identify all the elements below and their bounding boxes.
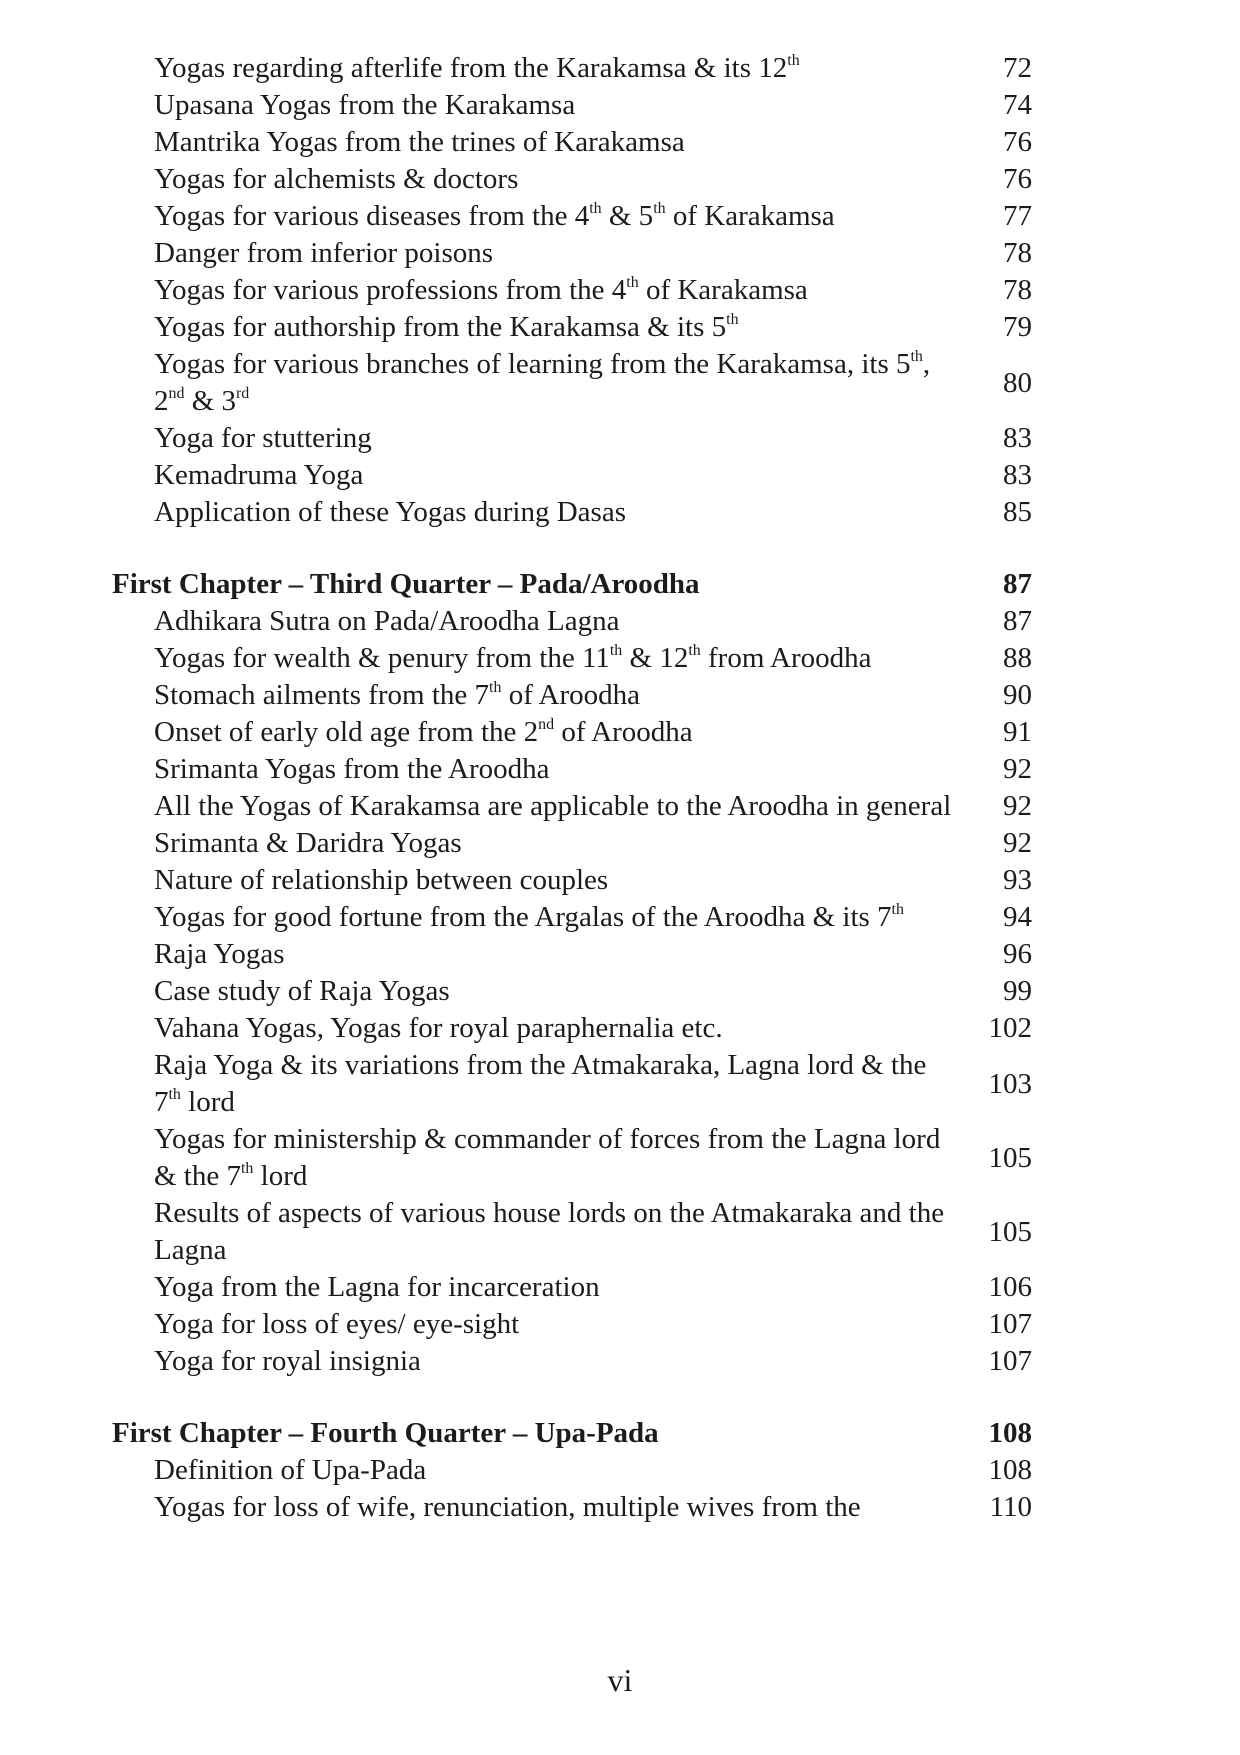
section-heading-title: First Chapter – Third Quarter – Pada/Aroodha bbox=[112, 568, 700, 600]
toc-entry bbox=[112, 1047, 1032, 1121]
toc-entry bbox=[112, 235, 1032, 272]
toc-entry-page: 105 bbox=[988, 1141, 1032, 1174]
toc-entry-title: Adhikara Sutra on Pada/Aroodha Lagna bbox=[154, 605, 620, 637]
toc-entry bbox=[112, 494, 1032, 531]
toc-entry bbox=[112, 161, 1032, 198]
toc-entry-page: 105 bbox=[988, 1215, 1032, 1248]
toc-entry-title: Yogas for alchemists & doctors bbox=[154, 163, 519, 195]
toc-entry-title: Yoga for stuttering bbox=[154, 422, 372, 454]
toc-entry bbox=[112, 87, 1032, 124]
toc-entry-page: 87 bbox=[1003, 605, 1032, 637]
table-of-contents bbox=[112, 50, 1032, 1526]
toc-entry-title: Case study of Raja Yogas bbox=[154, 975, 450, 1007]
toc-entry-title: All the Yogas of Karakamsa are applicable to the Aroodha in general bbox=[154, 790, 952, 822]
toc-entry-title: Yoga for royal insignia bbox=[154, 1345, 421, 1377]
toc-entry bbox=[112, 1195, 1032, 1269]
toc-entry-title: Results of aspects of various house lords on the Atmakaraka and the Lagna bbox=[154, 1197, 945, 1266]
toc-entry bbox=[112, 124, 1032, 161]
toc-entry bbox=[112, 1489, 1032, 1526]
toc-entry-page: 103 bbox=[988, 1067, 1032, 1100]
toc-entry bbox=[112, 973, 1032, 1010]
section-heading-page: 108 bbox=[988, 1417, 1032, 1449]
toc-entry bbox=[112, 420, 1032, 457]
toc-entry-page: 88 bbox=[1003, 642, 1032, 674]
toc-entry-title: Nature of relationship between couples bbox=[154, 864, 609, 896]
toc-entry-page: 93 bbox=[1003, 864, 1032, 896]
toc-entry-page: 110 bbox=[989, 1491, 1032, 1523]
toc-entry-page: 92 bbox=[1003, 790, 1032, 822]
toc-entry-title: Yoga from the Lagna for incarceration bbox=[154, 1271, 600, 1303]
toc-entry-page: 85 bbox=[1003, 496, 1032, 528]
section-heading bbox=[112, 1415, 1032, 1452]
page-number: vi bbox=[607, 1662, 633, 1698]
section-heading-page: 87 bbox=[1003, 568, 1032, 600]
toc-entry-page: 76 bbox=[1003, 126, 1032, 158]
toc-entry-page: 72 bbox=[1003, 52, 1032, 84]
toc-entry bbox=[112, 936, 1032, 973]
toc-entry-page: 91 bbox=[1003, 716, 1032, 748]
toc-entry-title: Danger from inferior poisons bbox=[154, 237, 494, 269]
toc-entry-page: 107 bbox=[988, 1345, 1032, 1377]
toc-entry-page: 79 bbox=[1003, 311, 1032, 343]
toc-entry bbox=[112, 603, 1032, 640]
toc-entry bbox=[112, 899, 1032, 936]
toc-entry-title: Yoga for loss of eyes/ eye-sight bbox=[154, 1308, 520, 1340]
toc-entry-title: Srimanta Yogas from the Aroodha bbox=[154, 753, 550, 785]
toc-entry-page: 102 bbox=[988, 1012, 1032, 1044]
toc-entry-title: Raja Yoga & its variations from the Atmakaraka, Lagna lord & the 7th lord bbox=[154, 1049, 927, 1118]
toc-entry-title: Yogas for loss of wife, renunciation, multiple wives from the bbox=[154, 1491, 861, 1523]
toc-entry bbox=[112, 272, 1032, 309]
toc-entry-page: 107 bbox=[988, 1308, 1032, 1340]
toc-entry-page: 99 bbox=[1003, 975, 1032, 1007]
toc-entry bbox=[112, 677, 1032, 714]
section-heading bbox=[112, 566, 1032, 603]
toc-entry bbox=[112, 1121, 1032, 1195]
toc-entry-page: 92 bbox=[1003, 753, 1032, 785]
toc-entry bbox=[112, 640, 1032, 677]
toc-entry-page: 96 bbox=[1003, 938, 1032, 970]
toc-entry bbox=[112, 1452, 1032, 1489]
toc-entry-title: Srimanta & Daridra Yogas bbox=[154, 827, 462, 859]
toc-entry-title: Yogas for various branches of learning from the Karakamsa, its 5th, 2nd & 3rd bbox=[154, 348, 931, 417]
toc-entry-title: Yogas regarding afterlife from the Karakamsa & its 12th bbox=[154, 52, 800, 84]
toc-entry bbox=[112, 309, 1032, 346]
toc-entry-title: Definition of Upa-Pada bbox=[154, 1454, 427, 1486]
toc-entry bbox=[112, 862, 1032, 899]
toc-entry-title: Yogas for good fortune from the Argalas of the Aroodha & its 7th bbox=[154, 901, 904, 933]
toc-entry-page: 83 bbox=[1003, 459, 1032, 491]
toc-entry-page: 108 bbox=[988, 1454, 1032, 1486]
toc-entry-page: 80 bbox=[1003, 366, 1032, 399]
toc-entry-title: Yogas for authorship from the Karakamsa & its 5th bbox=[154, 311, 739, 343]
toc-entry-page: 78 bbox=[1003, 237, 1032, 269]
toc-entry-page: 90 bbox=[1003, 679, 1032, 711]
toc-entry-page: 76 bbox=[1003, 163, 1032, 195]
toc-entry-title: Kemadruma Yoga bbox=[154, 459, 364, 491]
toc-entry bbox=[112, 825, 1032, 862]
toc-entry-page: 92 bbox=[1003, 827, 1032, 859]
toc-entry bbox=[112, 788, 1032, 825]
toc-entry-page: 78 bbox=[1003, 274, 1032, 306]
toc-entry bbox=[112, 1269, 1032, 1306]
toc-entry-page: 74 bbox=[1003, 89, 1032, 121]
toc-entry-title: Raja Yogas bbox=[154, 938, 285, 970]
toc-entry-title: Yogas for wealth & penury from the 11th & 12th from Aroodha bbox=[154, 642, 872, 674]
toc-entry-page: 83 bbox=[1003, 422, 1032, 454]
toc-entry bbox=[112, 1306, 1032, 1343]
toc-entry bbox=[112, 50, 1032, 87]
toc-entry-title: Onset of early old age from the 2nd of Aroodha bbox=[154, 716, 693, 748]
toc-entry-title: Vahana Yogas, Yogas for royal paraphernalia etc. bbox=[154, 1012, 723, 1044]
toc-entry-title: Upasana Yogas from the Karakamsa bbox=[154, 89, 576, 121]
toc-entry-title: Yogas for various diseases from the 4th & 5th of Karakamsa bbox=[154, 200, 835, 232]
toc-entry bbox=[112, 198, 1032, 235]
toc-entry-page: 94 bbox=[1003, 901, 1032, 933]
toc-entry-title: Stomach ailments from the 7th of Aroodha bbox=[154, 679, 640, 711]
toc-entry-page: 106 bbox=[988, 1271, 1032, 1303]
section-heading-title: First Chapter – Fourth Quarter – Upa-Pada bbox=[112, 1417, 659, 1449]
toc-entry bbox=[112, 714, 1032, 751]
toc-entry bbox=[112, 1343, 1032, 1380]
toc-entry bbox=[112, 457, 1032, 494]
toc-entry-page: 77 bbox=[1003, 200, 1032, 232]
toc-entry-title: Application of these Yogas during Dasas bbox=[154, 496, 627, 528]
toc-entry-title: Yogas for various professions from the 4th of Karakamsa bbox=[154, 274, 808, 306]
toc-entry bbox=[112, 1010, 1032, 1047]
toc-entry bbox=[112, 346, 1032, 420]
toc-entry-title: Mantrika Yogas from the trines of Karakamsa bbox=[154, 126, 685, 158]
toc-entry-title: Yogas for ministership & commander of forces from the Lagna lord & the 7th lord bbox=[154, 1123, 941, 1192]
toc-entry bbox=[112, 751, 1032, 788]
